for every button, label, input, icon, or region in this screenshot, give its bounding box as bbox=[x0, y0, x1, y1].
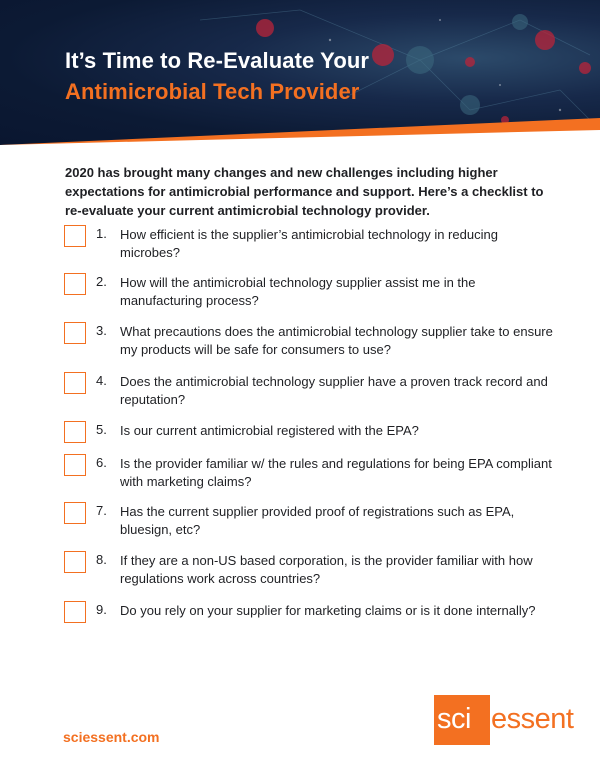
sciessent-logo bbox=[434, 695, 574, 745]
item-number: 4. bbox=[96, 373, 107, 388]
item-text: If they are a non-US based corporation, is the provider familiar with how regulations work across countries? bbox=[120, 553, 533, 586]
logo-text-essent: essent bbox=[491, 703, 574, 735]
checkbox[interactable] bbox=[64, 502, 86, 524]
item-number: 7. bbox=[96, 503, 107, 518]
checklist-item bbox=[64, 601, 564, 641]
checklist-item bbox=[64, 322, 564, 362]
item-number: 6. bbox=[96, 455, 107, 470]
checkbox[interactable] bbox=[64, 273, 86, 295]
item-text: How efficient is the supplier’s antimicrobial technology in reducing microbes? bbox=[120, 227, 498, 260]
checkbox[interactable] bbox=[64, 372, 86, 394]
item-number: 1. bbox=[96, 226, 107, 241]
checkbox[interactable] bbox=[64, 454, 86, 476]
checklist-item bbox=[64, 372, 564, 412]
checkbox[interactable] bbox=[64, 322, 86, 344]
header-banner bbox=[0, 0, 600, 145]
item-text: What precautions does the antimicrobial technology supplier take to ensure my products will be safe for consumers to use? bbox=[120, 324, 553, 357]
checklist-item bbox=[64, 225, 564, 265]
page-title-line2: Antimicrobial Tech Provider bbox=[65, 79, 360, 104]
intro-paragraph: 2020 has brought many changes and new challenges including higher expectations for antimicrobial performance and support. Here’s a checklist to re-evaluate your current antimicrobial technology provider. bbox=[65, 165, 544, 218]
logo-text-sci: sci bbox=[437, 703, 471, 735]
item-text: How will the antimicrobial technology supplier assist me in the manufacturing process? bbox=[120, 275, 476, 308]
checkbox[interactable] bbox=[64, 551, 86, 573]
checklist-item bbox=[64, 551, 564, 591]
item-number: 9. bbox=[96, 602, 107, 617]
item-text: Does the antimicrobial technology supplier have a proven track record and reputation? bbox=[120, 374, 548, 407]
checklist-item bbox=[64, 502, 564, 542]
checkbox[interactable] bbox=[64, 421, 86, 443]
item-text: Is the provider familiar w/ the rules and regulations for being EPA compliant with marketing claims? bbox=[120, 456, 552, 489]
page-title-line1: It’s Time to Re-Evaluate Your bbox=[65, 48, 370, 73]
item-text: Has the current supplier provided proof of registrations such as EPA, bluesign, etc? bbox=[120, 504, 515, 537]
website-link[interactable]: sciessent.com bbox=[63, 729, 160, 745]
item-number: 2. bbox=[96, 274, 107, 289]
item-text: Is our current antimicrobial registered with the EPA? bbox=[120, 423, 419, 438]
checklist-item bbox=[64, 273, 564, 313]
item-number: 3. bbox=[96, 323, 107, 338]
item-text: Do you rely on your supplier for marketing claims or is it done internally? bbox=[120, 603, 536, 618]
item-number: 8. bbox=[96, 552, 107, 567]
checklist-item bbox=[64, 454, 564, 494]
checkbox[interactable] bbox=[64, 225, 86, 247]
checkbox[interactable] bbox=[64, 601, 86, 623]
item-number: 5. bbox=[96, 422, 107, 437]
